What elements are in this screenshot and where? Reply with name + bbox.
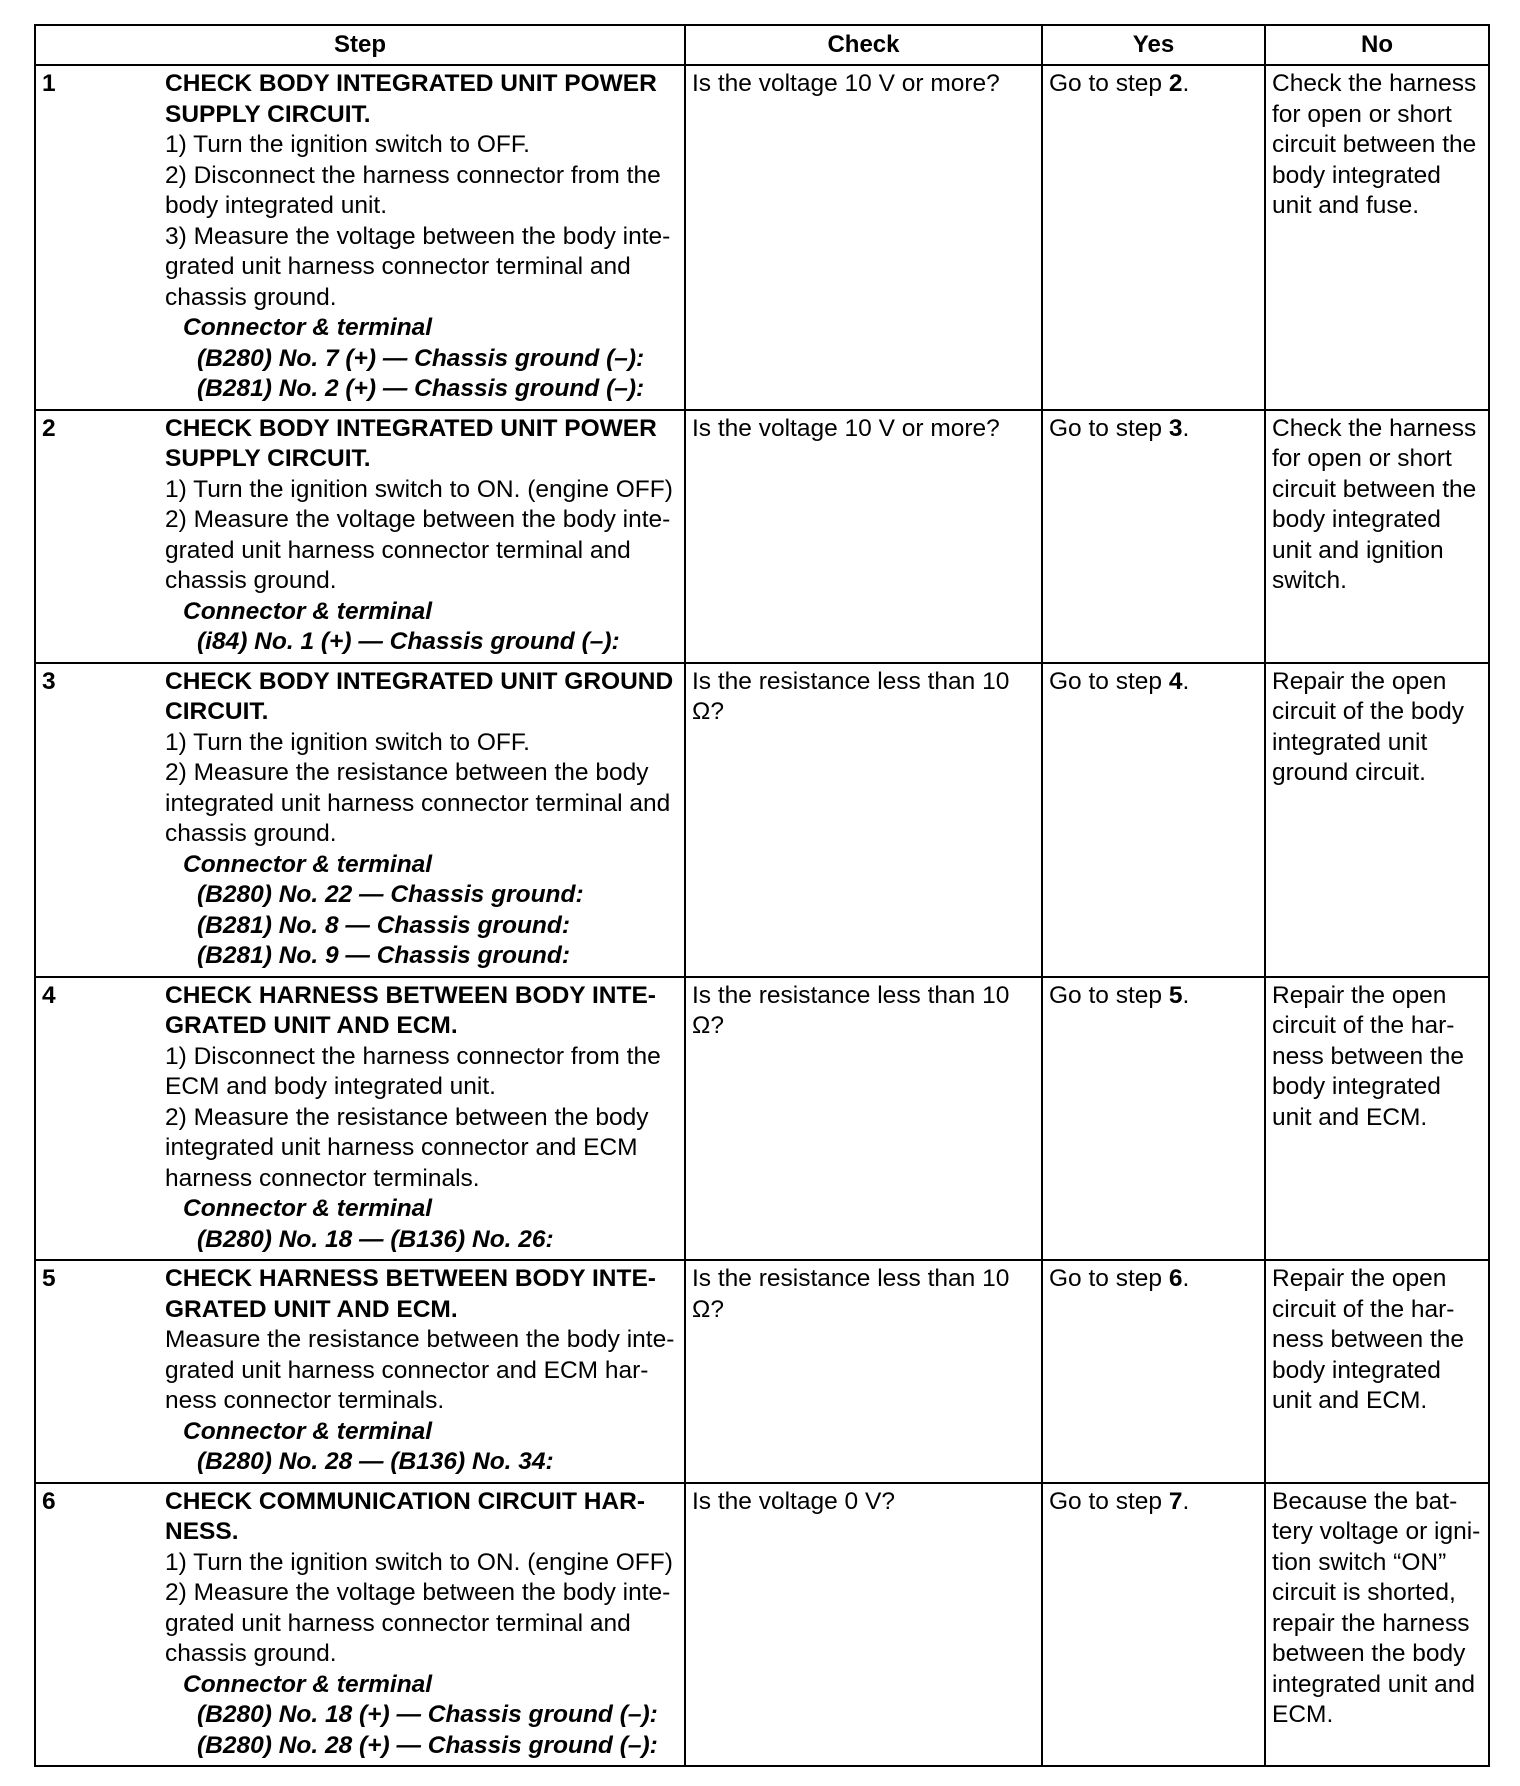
connector-terminal-item: (B280) No. 28 — (B136) No. 34: — [197, 1448, 554, 1475]
step-instruction-line: grated unit harness connector terminal and — [165, 1609, 631, 1637]
step-content — [42, 414, 678, 658]
no-line: integrated unit — [1272, 728, 1428, 756]
header-step: Step — [35, 25, 685, 65]
step-instruction-line: grated unit harness connector terminal and — [165, 536, 631, 564]
no-line: Check the harness — [1272, 414, 1477, 442]
step-content — [42, 1264, 678, 1478]
step-title-line: CIRCUIT. — [165, 698, 269, 725]
no-cell — [1265, 663, 1489, 977]
no-line: unit and ignition — [1272, 536, 1444, 564]
yes-suffix: . — [1182, 667, 1190, 695]
no-line: circuit between the — [1272, 131, 1477, 158]
step-content — [42, 1487, 678, 1762]
no-cell — [1265, 1483, 1489, 1767]
step-number: 5 — [42, 1265, 56, 1292]
no-line: unit and fuse. — [1272, 192, 1420, 219]
step-instruction-line: 1) Turn the ignition switch to ON. (engine OFF) — [165, 1548, 673, 1576]
step-body — [165, 667, 678, 972]
no-line: unit and ECM. — [1272, 1387, 1428, 1414]
connector-terminal-item: (B280) No. 18 (+) — Chassis ground (–): — [197, 1701, 658, 1728]
step-instruction-line: 1) Disconnect the harness connector from the — [165, 1042, 661, 1070]
step-instruction-line: chassis ground. — [165, 567, 337, 594]
step-instruction-line: grated unit harness connector and ECM har- — [165, 1356, 649, 1384]
step-title-line: CHECK COMMUNICATION CIRCUIT HAR- — [165, 1487, 645, 1515]
no-line: Repair the open — [1272, 981, 1447, 1009]
no-line: between the body — [1272, 1640, 1466, 1667]
yes-step-number: 3 — [1168, 414, 1183, 442]
step-content — [42, 69, 678, 405]
no-line: body integrated — [1272, 1356, 1441, 1384]
yes-cell — [1042, 410, 1265, 663]
no-line: body integrated — [1272, 1073, 1441, 1100]
connector-terminal-item: (B280) No. 7 (+) — Chassis ground (–): — [197, 344, 645, 372]
connector-terminal-item: (B281) No. 9 — Chassis ground: — [197, 942, 571, 969]
yes-prefix: Go to step — [1049, 70, 1169, 97]
no-line: ness between the — [1272, 1042, 1465, 1070]
yes-prefix: Go to step — [1049, 981, 1169, 1009]
no-line: for open or short — [1272, 445, 1452, 472]
step-cell — [35, 1260, 685, 1483]
diagnostic-table-container — [34, 24, 1488, 1767]
step-instruction-line: ness connector terminals. — [165, 1387, 445, 1414]
step-instruction-line: body integrated unit. — [165, 192, 388, 219]
step-body — [165, 414, 678, 658]
check-cell: Is the voltage 10 V or more? — [685, 410, 1042, 663]
table-row — [35, 663, 1489, 977]
header-no: No — [1265, 25, 1489, 65]
step-instruction-line: 2) Measure the resistance between the body — [165, 759, 649, 786]
step-body — [165, 981, 678, 1256]
no-line: Check the harness — [1272, 70, 1477, 97]
no-line: ness between the — [1272, 1326, 1465, 1353]
no-line: repair the harness — [1272, 1609, 1470, 1637]
step-instruction-line: integrated unit harness connector and ECM — [165, 1134, 638, 1161]
connector-terminal-item: (i84) No. 1 (+) — Chassis ground (–): — [197, 628, 620, 655]
step-instruction-line: integrated unit harness connector terminal and — [165, 789, 671, 817]
step-content — [42, 667, 678, 972]
no-line: switch. — [1272, 567, 1347, 594]
no-line: Repair the open — [1272, 1265, 1447, 1292]
connector-terminal-item: (B280) No. 28 (+) — Chassis ground (–): — [197, 1731, 658, 1759]
yes-cell — [1042, 977, 1265, 1261]
step-body — [165, 69, 678, 405]
step-instruction-line: 3) Measure the voltage between the body inte- — [165, 222, 671, 250]
yes-cell — [1042, 65, 1265, 410]
step-instruction-line: 1) Turn the ignition switch to OFF. — [165, 728, 530, 756]
yes-suffix: . — [1182, 1487, 1190, 1515]
yes-step-number: 7 — [1168, 1487, 1183, 1515]
no-line: circuit between the — [1272, 475, 1477, 503]
step-number: 1 — [42, 70, 56, 97]
connector-terminal-label: Connector & terminal — [183, 1417, 433, 1445]
step-instruction-line: 2) Measure the resistance between the body — [165, 1103, 649, 1131]
yes-step-number: 5 — [1168, 981, 1183, 1009]
step-title-line: CHECK BODY INTEGRATED UNIT POWER — [165, 70, 657, 97]
check-cell: Is the resistance less than 10 Ω? — [685, 977, 1042, 1261]
step-instruction-line: 2) Disconnect the harness connector from the — [165, 161, 661, 189]
connector-terminal-label: Connector & terminal — [183, 314, 433, 341]
no-line: Repair the open — [1272, 667, 1447, 695]
step-content — [42, 981, 678, 1256]
yes-step-number: 2 — [1168, 70, 1183, 97]
connector-terminal-item: (B280) No. 18 — (B136) No. 26: — [197, 1225, 554, 1253]
connector-terminal-item: (B281) No. 2 (+) — Chassis ground (–): — [197, 375, 645, 402]
connector-terminal-label: Connector & terminal — [183, 597, 433, 625]
yes-suffix: . — [1182, 1265, 1190, 1292]
header-check: Check — [685, 25, 1042, 65]
table-row — [35, 410, 1489, 663]
step-instruction-line: harness connector terminals. — [165, 1164, 480, 1192]
no-line: for open or short — [1272, 100, 1452, 128]
table-row — [35, 977, 1489, 1261]
step-cell — [35, 410, 685, 663]
no-cell — [1265, 1260, 1489, 1483]
connector-terminal-label: Connector & terminal — [183, 850, 433, 878]
table-row — [35, 1483, 1489, 1767]
step-instruction-line: 2) Measure the voltage between the body inte- — [165, 1579, 671, 1606]
no-cell — [1265, 410, 1489, 663]
step-body — [165, 1264, 678, 1478]
step-title-line: CHECK HARNESS BETWEEN BODY INTE- — [165, 981, 656, 1009]
yes-step-number: 6 — [1168, 1265, 1183, 1292]
yes-cell — [1042, 1483, 1265, 1767]
step-cell — [35, 1483, 685, 1767]
table-row — [35, 1260, 1489, 1483]
check-cell: Is the resistance less than 10 Ω? — [685, 663, 1042, 977]
step-instruction-line: 1) Turn the ignition switch to OFF. — [165, 131, 530, 158]
step-title-line: NESS. — [165, 1518, 239, 1545]
step-instruction-line: ECM and body integrated unit. — [165, 1073, 496, 1100]
step-instruction-line: Measure the resistance between the body inte- — [165, 1326, 675, 1353]
step-title-line: SUPPLY CIRCUIT. — [165, 100, 371, 128]
step-instruction-line: grated unit harness connector terminal and — [165, 253, 631, 280]
no-line: circuit of the har- — [1272, 1012, 1455, 1039]
yes-prefix: Go to step — [1049, 414, 1169, 442]
yes-suffix: . — [1182, 70, 1190, 97]
diagnostic-table — [34, 24, 1490, 1767]
step-instruction-line: chassis ground. — [165, 1640, 337, 1667]
step-cell — [35, 977, 685, 1261]
yes-suffix: . — [1182, 414, 1190, 442]
step-title-line: CHECK BODY INTEGRATED UNIT POWER — [165, 414, 657, 442]
step-title-line: GRATED UNIT AND ECM. — [165, 1012, 458, 1039]
step-title-line: CHECK BODY INTEGRATED UNIT GROUND — [165, 667, 674, 695]
step-instruction-line: 1) Turn the ignition switch to ON. (engine OFF) — [165, 475, 673, 503]
no-line: body integrated — [1272, 506, 1441, 533]
check-cell: Is the voltage 0 V? — [685, 1483, 1042, 1767]
header-row — [35, 25, 1489, 65]
no-line: circuit of the body — [1272, 698, 1465, 725]
table-row — [35, 65, 1489, 410]
yes-prefix: Go to step — [1049, 1265, 1169, 1292]
no-line: ECM. — [1272, 1701, 1334, 1728]
step-cell — [35, 663, 685, 977]
no-line: Because the bat- — [1272, 1487, 1458, 1515]
step-instruction-line: 2) Measure the voltage between the body inte- — [165, 506, 671, 533]
step-number: 4 — [42, 981, 56, 1009]
no-line: unit and ECM. — [1272, 1103, 1428, 1131]
yes-cell — [1042, 1260, 1265, 1483]
step-title-line: CHECK HARNESS BETWEEN BODY INTE- — [165, 1265, 656, 1292]
step-cell — [35, 65, 685, 410]
yes-cell — [1042, 663, 1265, 977]
yes-prefix: Go to step — [1049, 1487, 1169, 1515]
step-number: 6 — [42, 1487, 56, 1515]
no-line: circuit of the har- — [1272, 1295, 1455, 1323]
no-line: body integrated — [1272, 161, 1441, 189]
yes-step-number: 4 — [1168, 667, 1183, 695]
connector-terminal-label: Connector & terminal — [183, 1670, 433, 1698]
step-number: 2 — [42, 414, 56, 442]
no-line: integrated unit and — [1272, 1670, 1475, 1698]
no-line: circuit is shorted, — [1272, 1579, 1456, 1606]
no-line: tion switch “ON” — [1272, 1548, 1447, 1576]
step-title-line: SUPPLY CIRCUIT. — [165, 445, 371, 472]
no-cell — [1265, 977, 1489, 1261]
step-instruction-line: chassis ground. — [165, 820, 337, 847]
step-number: 3 — [42, 667, 56, 695]
step-body — [165, 1487, 678, 1762]
step-title-line: GRATED UNIT AND ECM. — [165, 1295, 458, 1323]
table-body — [35, 65, 1489, 1766]
no-line: tery voltage or igni- — [1272, 1518, 1481, 1545]
yes-suffix: . — [1182, 981, 1190, 1009]
no-cell — [1265, 65, 1489, 410]
connector-terminal-label: Connector & terminal — [183, 1195, 433, 1222]
yes-prefix: Go to step — [1049, 667, 1169, 695]
connector-terminal-item: (B280) No. 22 — Chassis ground: — [197, 881, 584, 908]
check-cell: Is the voltage 10 V or more? — [685, 65, 1042, 410]
header-yes: Yes — [1042, 25, 1265, 65]
step-instruction-line: chassis ground. — [165, 283, 337, 311]
check-cell: Is the resistance less than 10 Ω? — [685, 1260, 1042, 1483]
connector-terminal-item: (B281) No. 8 — Chassis ground: — [197, 911, 571, 939]
no-line: ground circuit. — [1272, 759, 1426, 786]
